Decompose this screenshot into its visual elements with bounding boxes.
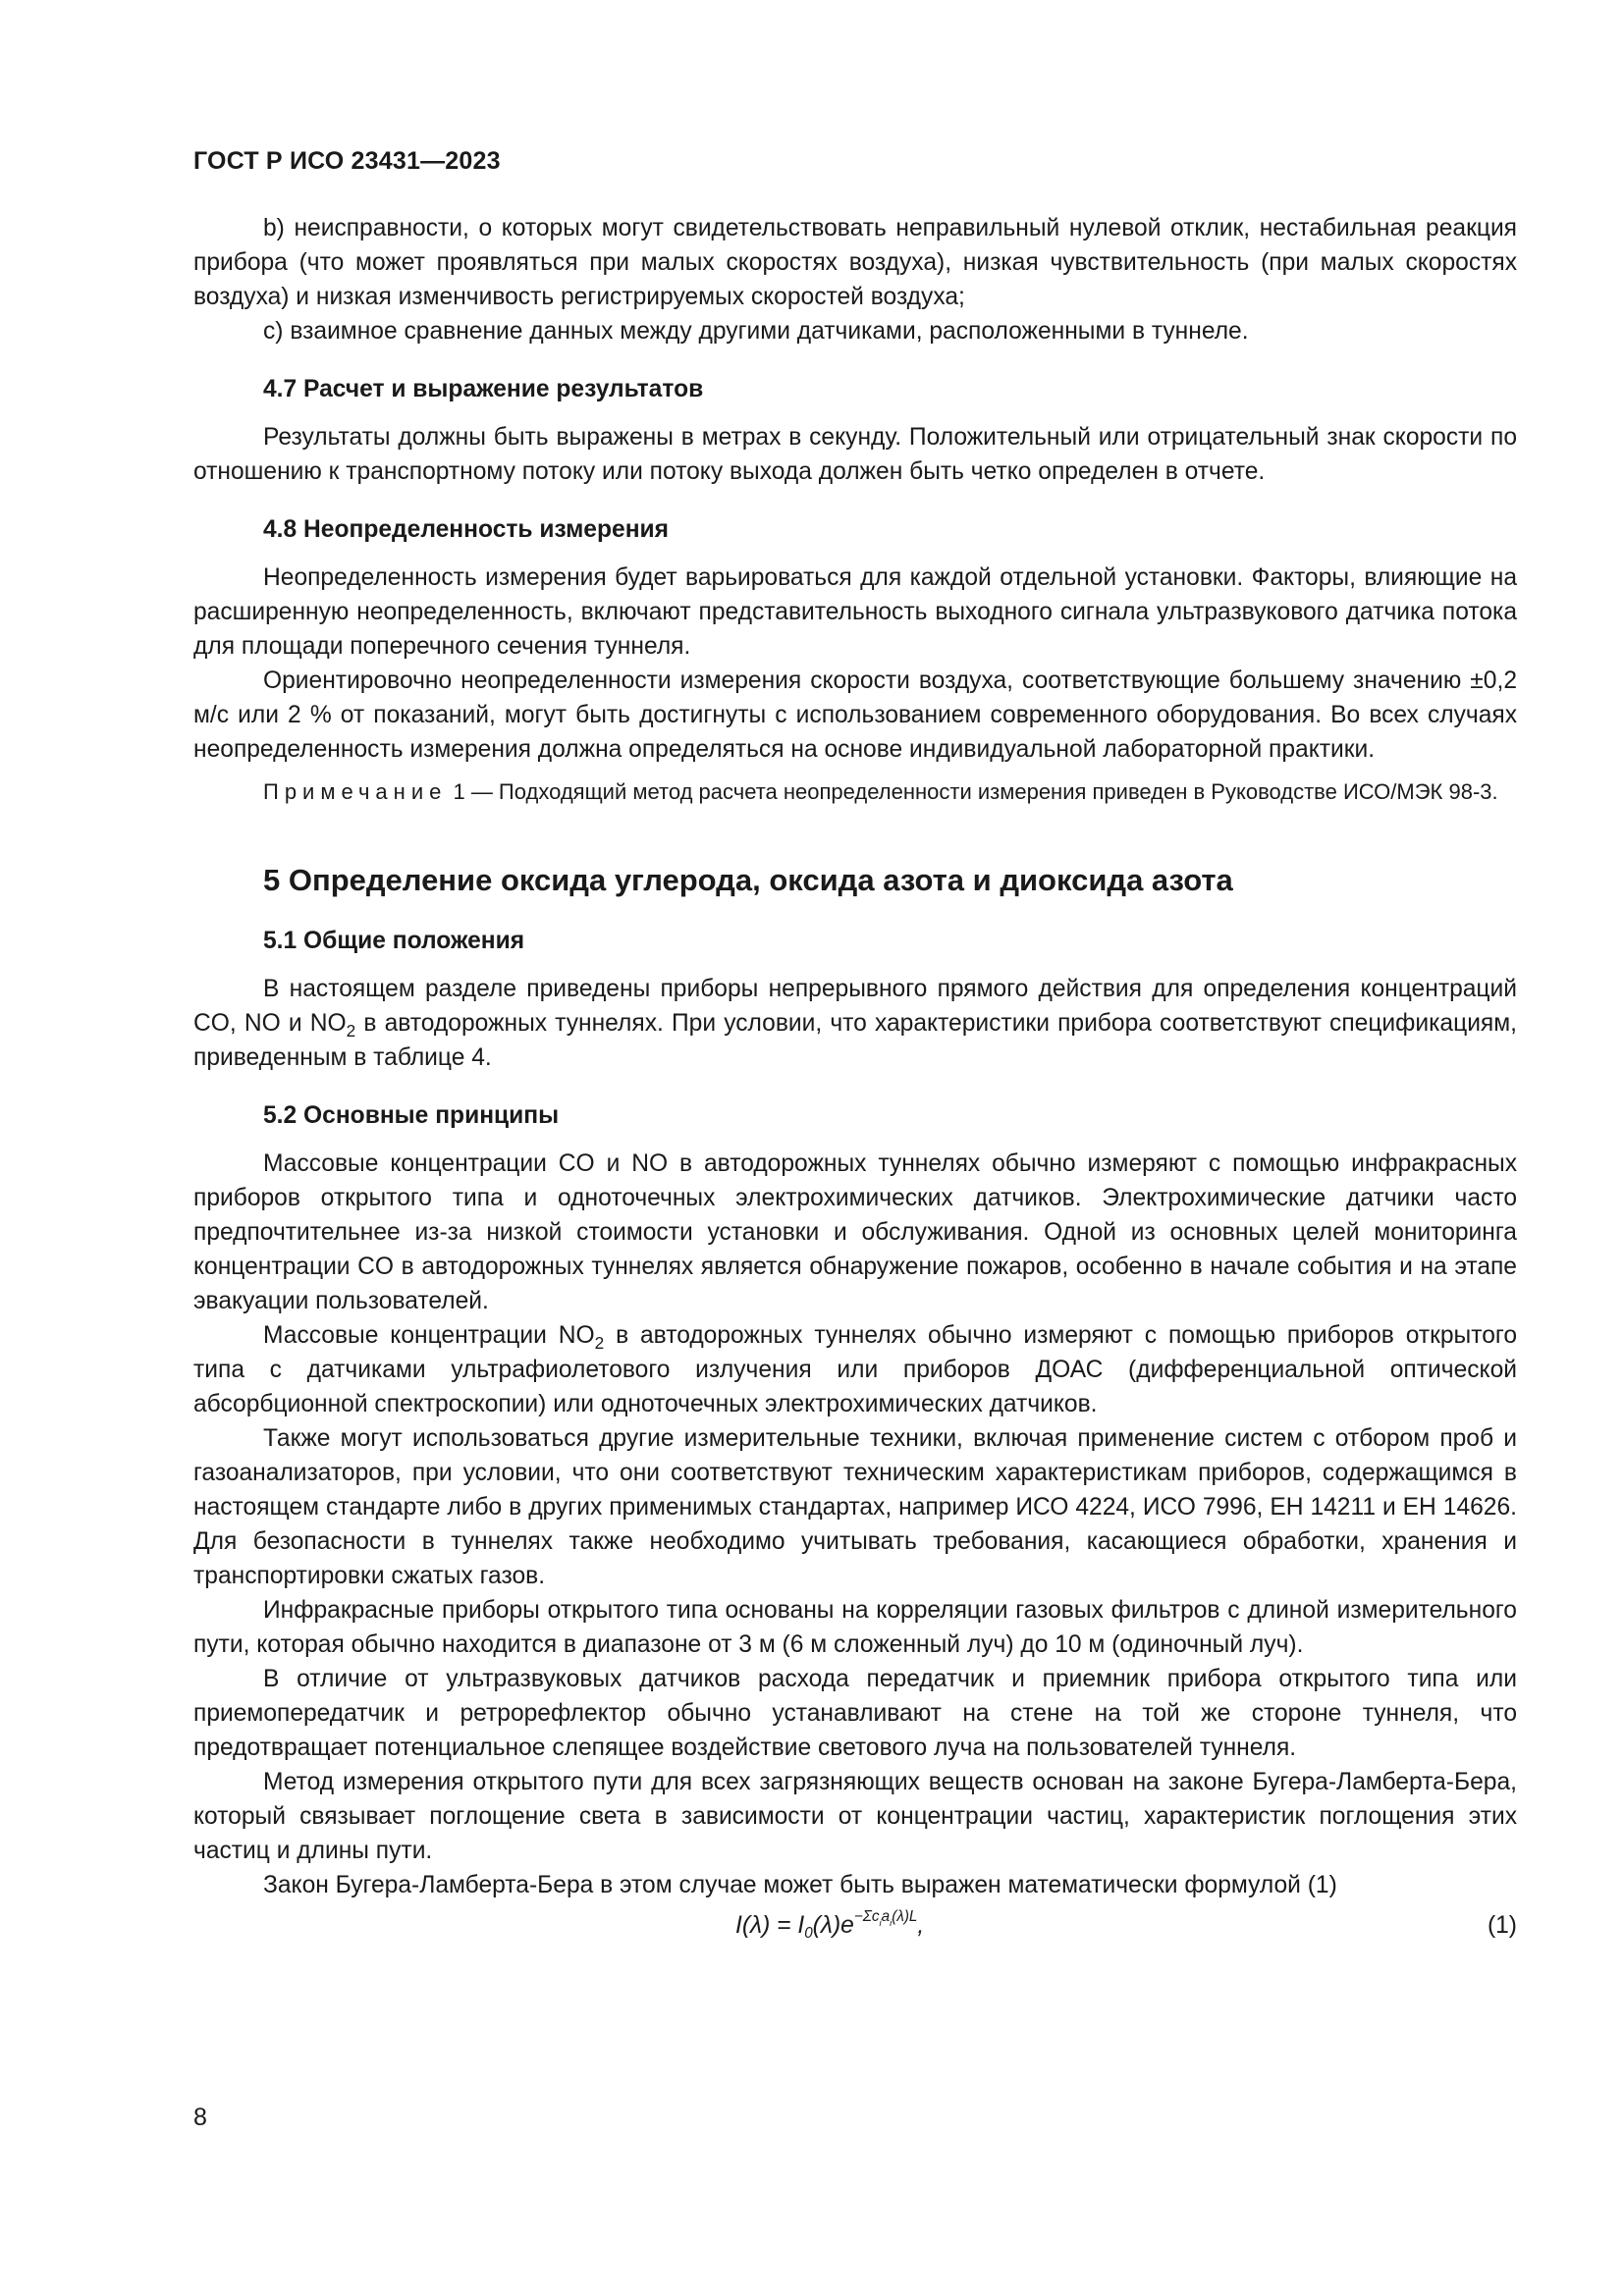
section-5-1-title: 5.1 Общие положения xyxy=(263,928,525,954)
section-5-1-paragraph: В настоящем разделе приведены приборы непрерывного прямого действия для определения концентраций CO, NO и $NO_2$ в автодорожных туннелях. При условии, что характеристики прибора соответствуют спецификациям, приведенным в таблице 4. xyxy=(193,976,1517,1071)
section-5-2-paragraph-5: В отличие от ультразвуковых датчиков расхода передатчик и приемник прибора открытого типа или приемопередатчик и ретрорефлектор обычно устанавливают на стене на той же стороне туннеля, что предотвращает потенциальное слепящее воздействие светового луча на пользователей туннеля. xyxy=(193,1666,1517,1761)
document-page xyxy=(193,147,1517,1951)
section-4-8-title: 4.8 Неопределенность измерения xyxy=(263,516,670,543)
list-item-b: b) неисправности, о которых могут свидетельствовать неправильный нулевой отклик, нестабильная реакция прибора (что может проявляться при малых скоростях воздуха), низкая чувствительность (при малых скоростях воздуха) и низкая изменчивость регистрируемых скоростей воздуха; xyxy=(193,215,1517,310)
note-text: 1 — Подходящий метод расчета неопределенности измерения приведен в Руководстве ИСО/МЭК 98-3. xyxy=(453,779,1498,804)
list-item-c: c) взаимное сравнение данных между другими датчиками, расположенными в туннеле. xyxy=(263,318,1249,345)
section-5-2-title: 5.2 Основные принципы xyxy=(263,1102,560,1129)
formula-1 xyxy=(193,1908,1517,1951)
section-5-2-paragraph-3: Также могут использоваться другие измерительные техники, включая применение систем с отбором проб и газоанализаторов, при условии, что они соответствуют техническим характеристикам приборов, содержащимся в настоящем стандарте либо в других применимых стандартах, например ИСО 4224, ИСО 7996, ЕН 14211 и ЕН 14626. Для безопасности в туннелях также необходимо учитывать требования, касающиеся обработки, хранения и транспортировки сжатых газов. xyxy=(193,1425,1517,1589)
note-label: Примечание xyxy=(263,779,448,804)
note-1 xyxy=(193,776,1517,808)
running-head-standard: ГОСТ Р ИСО 23431—2023 xyxy=(193,147,501,175)
section-5-title: 5 Определение оксида углерода, оксида азота и диоксида азота xyxy=(263,863,1233,897)
section-4-8-paragraph-1: Неопределенность измерения будет варьироваться для каждой отдельной установки. Факторы, влияющие на расширенную неопределенность, включают представительность выходного сигнала ультразвукового датчика потока для площади поперечного сечения туннеля. xyxy=(193,564,1517,660)
section-4-7-title: 4.7 Расчет и выражение результатов xyxy=(263,376,704,402)
formula-number: (1) xyxy=(1487,1912,1517,1939)
formula-expression: $I(\lambda) = I_0(\lambda)e^{-\Sigma c_ia_i(\lambda)L}$, xyxy=(735,1908,925,1942)
section-4-7-paragraph: Результаты должны быть выражены в метрах в секунду. Положительный или отрицательный знак скорости по отношению к транспортному потоку или потоку выхода должен быть четко определен в отчете. xyxy=(193,424,1517,485)
section-5-2-paragraph-2: Массовые концентрации $NO_2$ в автодорожных туннелях обычно измеряют с помощью приборов открытого типа с датчиками ультрафиолетового излучения или приборов ДОАС (дифференциальной оптической абсорбционной спектроскопии) или одноточечных электрохимических датчиков. xyxy=(193,1322,1517,1417)
section-5-2-paragraph-7: Закон Бугера-Ламберта-Бера в этом случае может быть выражен математически формулой (1) xyxy=(263,1872,1337,1898)
section-5-2-paragraph-1: Массовые концентрации CO и NO в автодорожных туннелях обычно измеряют с помощью инфракрасных приборов открытого типа и одноточечных электрохимических датчиков. Электрохимические датчики часто предпочтительнее из-за низкой стоимости установки и обслуживания. Одной из основных целей мониторинга концентрации CO в автодорожных туннелях является обнаружение пожаров, особенно в начале события и на этапе эвакуации пользователей. xyxy=(193,1150,1517,1314)
page-number: 8 xyxy=(193,2104,207,2131)
section-5-2-paragraph-4: Инфракрасные приборы открытого типа основаны на корреляции газовых фильтров с длиной измерительного пути, которая обычно находится в диапазоне от 3 м (6 м сложенный луч) до 10 м (одиночный луч). xyxy=(193,1597,1517,1658)
section-4-8-paragraph-2: Ориентировочно неопределенности измерения скорости воздуха, соответствующие большему значению ±0,2 м/с или 2 % от показаний, могут быть достигнуты с использованием современного оборудования. Во всех случаях неопределенность измерения должна определяться на основе индивидуальной лабораторной практики. xyxy=(193,667,1517,763)
section-5-2-paragraph-6: Метод измерения открытого пути для всех загрязняющих веществ основан на законе Бугера-Ламберта-Бера, который связывает поглощение света в зависимости от концентрации частиц, характеристик поглощения этих частиц и длины пути. xyxy=(193,1769,1517,1864)
